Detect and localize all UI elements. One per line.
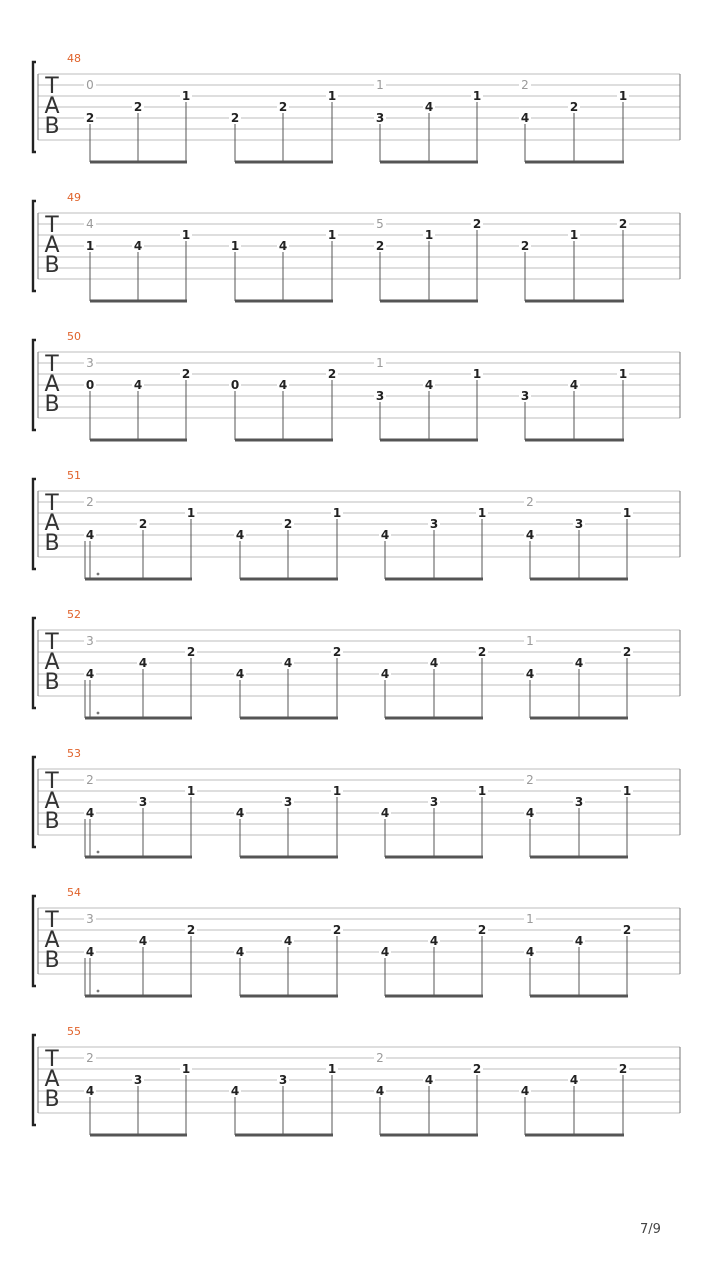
fret-number-ghost: 1 <box>376 78 384 92</box>
tab-clef-letter: A <box>44 928 60 953</box>
fret-number: 4 <box>85 528 95 542</box>
fret-number: 2 <box>85 111 95 125</box>
fret-number-ghost: 1 <box>526 912 534 926</box>
fret-number: 1 <box>472 89 482 103</box>
beam <box>235 300 333 303</box>
beam <box>525 300 624 303</box>
tab-clef-letter: B <box>44 392 60 417</box>
fret-number-ghost: 3 <box>86 356 94 370</box>
fret-number: 4 <box>85 806 95 820</box>
fret-number: 1 <box>327 228 337 242</box>
beam <box>85 995 192 998</box>
fret-number: 3 <box>133 1073 143 1087</box>
fret-number: 4 <box>283 934 293 948</box>
tab-clef-letter: B <box>44 253 60 278</box>
fret-number: 4 <box>235 806 245 820</box>
fret-number: 2 <box>472 217 482 231</box>
fret-number: 2 <box>472 1062 482 1076</box>
system-bracket <box>33 340 36 430</box>
fret-number: 2 <box>622 923 632 937</box>
tab-clef-letter: A <box>44 650 60 675</box>
fret-number: 4 <box>424 378 434 392</box>
fret-number: 1 <box>477 784 487 798</box>
fret-number: 4 <box>138 934 148 948</box>
tab-clef-letter: T <box>45 74 59 99</box>
tab-clef-letter: T <box>45 769 59 794</box>
augmentation-dot <box>97 712 100 715</box>
augmentation-dot <box>97 851 100 854</box>
fret-number-ghost: 0 <box>86 78 94 92</box>
measure-number: 53 <box>67 747 81 760</box>
fret-number: 4 <box>525 806 535 820</box>
fret-number: 4 <box>230 1084 240 1098</box>
fret-number: 2 <box>618 1062 628 1076</box>
fret-number: 4 <box>138 656 148 670</box>
fret-number: 2 <box>278 100 288 114</box>
fret-number: 4 <box>380 945 390 959</box>
beam <box>235 439 333 442</box>
fret-number: 4 <box>375 1084 385 1098</box>
beam <box>240 856 338 859</box>
fret-number: 1 <box>424 228 434 242</box>
tab-clef-letter: T <box>45 213 59 238</box>
beam <box>525 1134 624 1137</box>
fret-number-ghost: 3 <box>86 634 94 648</box>
beam <box>530 717 628 720</box>
fret-number: 4 <box>569 378 579 392</box>
augmentation-dot <box>97 573 100 576</box>
fret-number: 3 <box>375 389 385 403</box>
measure-number: 50 <box>67 330 81 343</box>
fret-number: 4 <box>380 667 390 681</box>
system-bracket <box>33 62 36 152</box>
fret-number-ghost: 1 <box>376 356 384 370</box>
fret-number: 4 <box>525 945 535 959</box>
system-bracket <box>33 201 36 291</box>
fret-number: 4 <box>85 945 95 959</box>
beam <box>530 578 628 581</box>
fret-number: 3 <box>574 517 584 531</box>
fret-number-ghost: 2 <box>521 78 529 92</box>
fret-number-ghost: 2 <box>526 773 534 787</box>
fret-number: 1 <box>327 1062 337 1076</box>
fret-number-ghost: 2 <box>526 495 534 509</box>
fret-number: 3 <box>138 795 148 809</box>
beam <box>530 856 628 859</box>
fret-number: 1 <box>569 228 579 242</box>
beam <box>240 717 338 720</box>
fret-number: 1 <box>85 239 95 253</box>
beam <box>235 161 333 164</box>
fret-number: 2 <box>569 100 579 114</box>
fret-number: 1 <box>472 367 482 381</box>
measure-number: 49 <box>67 191 81 204</box>
fret-number: 4 <box>525 528 535 542</box>
fret-number: 2 <box>283 517 293 531</box>
fret-number: 1 <box>332 784 342 798</box>
tab-clef-letter: T <box>45 352 59 377</box>
measure-number: 54 <box>67 886 81 899</box>
tab-clef-letter: A <box>44 1067 60 1092</box>
page-number: 7/9 <box>640 1222 661 1237</box>
fret-number: 1 <box>332 506 342 520</box>
fret-number-ghost: 4 <box>86 217 94 231</box>
tab-clef-letter: B <box>44 1087 60 1112</box>
beam <box>380 161 478 164</box>
beam <box>385 717 483 720</box>
beam <box>240 995 338 998</box>
tab-clef-letter: A <box>44 789 60 814</box>
fret-number: 4 <box>380 806 390 820</box>
measure-number: 48 <box>67 52 81 65</box>
tab-clef-letter: B <box>44 948 60 973</box>
tab-clef-letter: T <box>45 491 59 516</box>
fret-number-ghost: 2 <box>86 495 94 509</box>
beam <box>380 1134 478 1137</box>
fret-number: 1 <box>186 784 196 798</box>
fret-number-ghost: 2 <box>86 1051 94 1065</box>
tab-clef-letter: A <box>44 372 60 397</box>
fret-number: 4 <box>429 934 439 948</box>
fret-number-ghost: 1 <box>526 634 534 648</box>
beam <box>85 717 192 720</box>
fret-number: 2 <box>332 923 342 937</box>
fret-number: 2 <box>186 923 196 937</box>
fret-number: 4 <box>574 934 584 948</box>
beam <box>530 995 628 998</box>
fret-number: 0 <box>85 378 95 392</box>
fret-number: 4 <box>429 656 439 670</box>
measure-number: 55 <box>67 1025 81 1038</box>
fret-number: 4 <box>283 656 293 670</box>
fret-number: 2 <box>477 645 487 659</box>
fret-number: 1 <box>230 239 240 253</box>
system-bracket <box>33 896 36 986</box>
fret-number: 1 <box>622 506 632 520</box>
fret-number: 1 <box>181 1062 191 1076</box>
beam <box>525 439 624 442</box>
tab-clef-letter: T <box>45 908 59 933</box>
fret-number: 1 <box>618 89 628 103</box>
fret-number: 4 <box>133 378 143 392</box>
fret-number: 2 <box>230 111 240 125</box>
fret-number-ghost: 5 <box>376 217 384 231</box>
system-bracket <box>33 618 36 708</box>
beam <box>85 856 192 859</box>
fret-number: 4 <box>278 239 288 253</box>
fret-number: 2 <box>181 367 191 381</box>
fret-number: 1 <box>477 506 487 520</box>
fret-number-ghost: 3 <box>86 912 94 926</box>
tab-clef-letter: T <box>45 1047 59 1072</box>
beam <box>235 1134 333 1137</box>
fret-number: 2 <box>618 217 628 231</box>
fret-number: 4 <box>85 667 95 681</box>
measure-number: 52 <box>67 608 81 621</box>
fret-number: 3 <box>520 389 530 403</box>
fret-number: 1 <box>181 89 191 103</box>
fret-number: 2 <box>375 239 385 253</box>
fret-number: 4 <box>380 528 390 542</box>
tab-clef-letter: A <box>44 511 60 536</box>
tab-clef-letter: B <box>44 531 60 556</box>
beam <box>240 578 338 581</box>
tab-clef-letter: A <box>44 94 60 119</box>
measure-number: 51 <box>67 469 81 482</box>
fret-number: 2 <box>477 923 487 937</box>
beam <box>90 300 187 303</box>
tab-clef-letter: A <box>44 233 60 258</box>
fret-number: 3 <box>375 111 385 125</box>
fret-number: 4 <box>525 667 535 681</box>
fret-number: 2 <box>622 645 632 659</box>
tab-clef-letter: B <box>44 114 60 139</box>
fret-number: 1 <box>622 784 632 798</box>
fret-number: 3 <box>429 517 439 531</box>
system-bracket <box>33 479 36 569</box>
fret-number: 2 <box>186 645 196 659</box>
fret-number: 4 <box>133 239 143 253</box>
fret-number: 1 <box>618 367 628 381</box>
tab-clef-letter: B <box>44 670 60 695</box>
fret-number: 4 <box>424 1073 434 1087</box>
augmentation-dot <box>97 990 100 993</box>
beam <box>90 1134 187 1137</box>
fret-number: 4 <box>424 100 434 114</box>
fret-number: 3 <box>278 1073 288 1087</box>
fret-number: 0 <box>230 378 240 392</box>
fret-number: 4 <box>235 528 245 542</box>
beam <box>90 439 187 442</box>
fret-number: 3 <box>574 795 584 809</box>
beam <box>385 995 483 998</box>
fret-number: 2 <box>332 645 342 659</box>
fret-number: 4 <box>520 111 530 125</box>
beam <box>525 161 624 164</box>
system-bracket <box>33 1035 36 1125</box>
fret-number: 3 <box>429 795 439 809</box>
fret-number: 4 <box>278 378 288 392</box>
beam <box>385 578 483 581</box>
fret-number-ghost: 2 <box>376 1051 384 1065</box>
fret-number: 4 <box>235 945 245 959</box>
beam <box>385 856 483 859</box>
fret-number: 1 <box>186 506 196 520</box>
tab-clef-letter: T <box>45 630 59 655</box>
fret-number: 4 <box>85 1084 95 1098</box>
fret-number: 1 <box>181 228 191 242</box>
fret-number: 2 <box>520 239 530 253</box>
fret-number-ghost: 2 <box>86 773 94 787</box>
fret-number: 4 <box>574 656 584 670</box>
tab-clef-letter: B <box>44 809 60 834</box>
beam <box>85 578 192 581</box>
fret-number: 3 <box>283 795 293 809</box>
fret-number: 2 <box>133 100 143 114</box>
fret-number: 2 <box>327 367 337 381</box>
fret-number: 4 <box>520 1084 530 1098</box>
beam <box>90 161 187 164</box>
fret-number: 4 <box>235 667 245 681</box>
system-bracket <box>33 757 36 847</box>
fret-number: 2 <box>138 517 148 531</box>
beam <box>380 439 478 442</box>
beam <box>380 300 478 303</box>
fret-number: 4 <box>569 1073 579 1087</box>
fret-number: 1 <box>327 89 337 103</box>
